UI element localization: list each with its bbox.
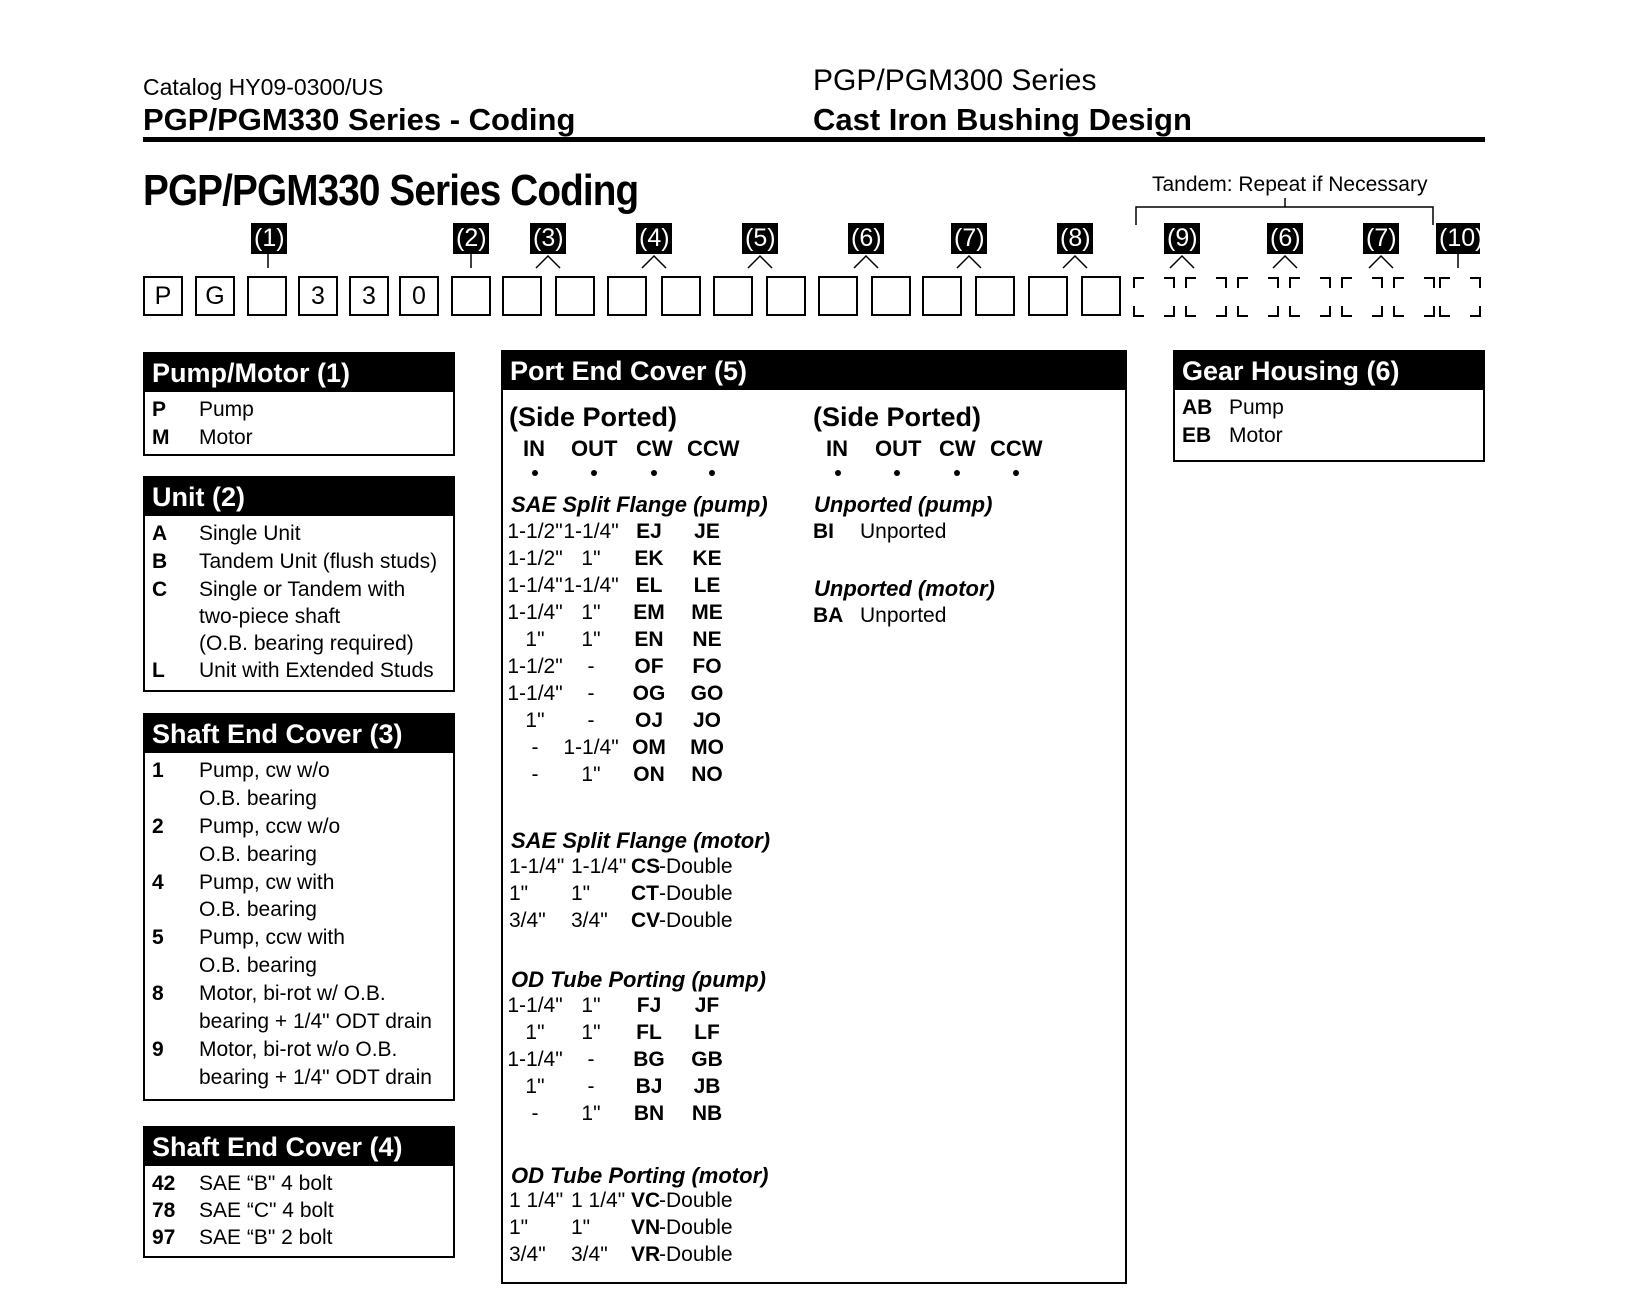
table-cell: 1-1/4" <box>571 855 627 878</box>
table-cell: 1" <box>571 1216 591 1239</box>
table-cell: KE <box>692 547 722 570</box>
table-cell: - <box>531 1102 539 1125</box>
panel-title: Unit (2) <box>145 478 453 516</box>
table-cell: BJ <box>635 1075 663 1098</box>
list-code: L <box>152 659 165 682</box>
table-cell: BG <box>633 1048 665 1071</box>
table-cell: VR <box>631 1243 661 1266</box>
list-code: 1 <box>152 759 164 782</box>
list-code: 97 <box>152 1226 176 1249</box>
catalog-number: Catalog HY09-0300/US <box>143 74 384 100</box>
table-cell: 3/4" <box>509 1243 546 1266</box>
list-desc: Pump, ccw with <box>199 926 345 949</box>
table-cell: 1" <box>509 1216 529 1239</box>
dashed-code-boxes <box>1134 278 1480 316</box>
table-cell: - <box>587 709 595 732</box>
code-box <box>713 276 753 316</box>
bullet <box>835 470 841 476</box>
table-cell: -Double <box>659 855 733 878</box>
table-cell: BN <box>633 1102 665 1125</box>
section-title: SAE Split Flange (pump) <box>511 492 768 517</box>
code-box <box>555 276 595 316</box>
table-cell: 1-1/4" <box>507 601 563 624</box>
code-box <box>247 276 287 316</box>
series-name: PGP/PGM300 Series <box>813 64 1097 97</box>
position-number: (9) <box>1164 223 1200 254</box>
list-desc: O.B. bearing <box>199 898 317 921</box>
table-cell: 1" <box>581 547 601 570</box>
list-desc: Single or Tandem with <box>199 578 406 601</box>
code-box <box>1081 276 1121 316</box>
side-ported-heading: (Side Ported) <box>509 402 678 432</box>
table-cell: -Double <box>659 1189 733 1212</box>
code-box <box>975 276 1015 316</box>
table-cell: GB <box>691 1048 723 1071</box>
table-cell: 1-1/4" <box>509 855 565 878</box>
table-cell: 1 1/4" <box>571 1189 626 1212</box>
header-left-title: PGP/PGM330 Series - Coding <box>143 102 576 137</box>
table-cell: FL <box>636 1021 662 1044</box>
bullet <box>954 470 960 476</box>
table-cell: FO <box>692 655 722 678</box>
unit-panel <box>143 476 455 692</box>
list-desc: Pump, cw w/o <box>199 759 330 782</box>
table-cell: 3/4" <box>571 909 608 932</box>
table-cell: - <box>587 682 595 705</box>
table-cell: 1-1/4" <box>563 574 619 597</box>
code-box <box>871 276 911 316</box>
list-desc: Pump, ccw w/o <box>199 815 341 838</box>
list-desc: SAE “B" 2 bolt <box>199 1226 333 1249</box>
column-header: OUT <box>875 436 922 461</box>
section-title: OD Tube Porting (pump) <box>511 967 767 992</box>
column-header: CW <box>939 436 976 461</box>
unported-desc: Unported <box>860 520 947 543</box>
section-title: Unported (motor) <box>814 576 995 601</box>
list-desc: Motor, bi-rot w/ O.B. <box>199 982 386 1005</box>
position-number: (7) <box>1363 223 1399 254</box>
table-cell: 1-1/4" <box>507 682 563 705</box>
list-desc: (O.B. bearing required) <box>199 632 414 655</box>
table-cell: 1-1/4" <box>507 574 563 597</box>
table-cell: LF <box>694 1021 720 1044</box>
table-cell: JE <box>694 520 720 543</box>
table-cell: 3/4" <box>571 1243 608 1266</box>
table-cell: 1" <box>525 628 545 651</box>
list-code: 5 <box>152 926 164 949</box>
position-number: (3) <box>530 223 566 254</box>
gear-housing-panel <box>1173 350 1485 462</box>
code-box: 0 <box>399 276 439 316</box>
table-cell: OG <box>632 682 666 705</box>
shaft-end-cover-4-panel <box>143 1126 455 1258</box>
list-desc: O.B. bearing <box>199 787 317 810</box>
table-cell: - <box>587 655 595 678</box>
panel-title: Gear Housing (6) <box>1175 352 1483 390</box>
list-desc: two-piece shaft <box>199 605 341 628</box>
code-box <box>1028 276 1068 316</box>
table-cell: JB <box>693 1075 721 1098</box>
list-desc: Pump <box>1229 396 1284 419</box>
bullet <box>591 470 597 476</box>
code-box <box>922 276 962 316</box>
list-desc: O.B. bearing <box>199 843 317 866</box>
position-number: (1) <box>251 223 287 254</box>
list-desc: Motor, bi-rot w/o O.B. <box>199 1038 398 1061</box>
table-cell: 1" <box>581 1102 601 1125</box>
bullet <box>894 470 900 476</box>
table-cell: NE <box>692 628 722 651</box>
list-code: 42 <box>152 1172 176 1195</box>
table-cell: GO <box>690 682 724 705</box>
table-cell: OM <box>632 736 666 759</box>
position-number: (7) <box>951 223 987 254</box>
table-cell: - <box>587 1048 595 1071</box>
position-number: (8) <box>1057 223 1093 254</box>
table-cell: MO <box>690 736 724 759</box>
panel-title: Pump/Motor (1) <box>145 354 453 392</box>
section-title: SAE Split Flange (motor) <box>511 828 771 853</box>
table-cell: - <box>531 736 539 759</box>
table-cell: EL <box>635 574 663 597</box>
table-cell: 3/4" <box>509 909 546 932</box>
column-header: CCW <box>687 436 740 461</box>
unported-code: BA <box>813 604 844 627</box>
list-code: B <box>152 550 168 573</box>
page-title: PGP/PGM330 Series Coding <box>143 166 639 215</box>
table-cell: 1-1/4" <box>563 520 619 543</box>
list-code: 78 <box>152 1199 176 1222</box>
table-cell: 1-1/2" <box>507 547 563 570</box>
table-cell: 1" <box>525 709 545 732</box>
column-header: IN <box>826 436 848 461</box>
table-cell: 1" <box>581 763 601 786</box>
panel-title: Port End Cover (5) <box>503 352 1125 390</box>
table-cell: CS <box>631 855 661 878</box>
bullet <box>709 470 715 476</box>
list-desc: SAE “B" 4 bolt <box>199 1172 333 1195</box>
table-cell: ON <box>633 763 665 786</box>
table-cell: -Double <box>659 909 733 932</box>
table-cell: -Double <box>659 882 733 905</box>
table-cell: NO <box>691 763 723 786</box>
table-cell: JO <box>692 709 722 732</box>
table-cell: 1" <box>525 1075 545 1098</box>
list-code: 8 <box>152 982 164 1005</box>
list-desc: Tandem Unit (flush studs) <box>199 550 438 573</box>
code-box: 3 <box>298 276 338 316</box>
list-desc: bearing + 1/4" ODT drain <box>199 1066 432 1089</box>
list-desc: bearing + 1/4" ODT drain <box>199 1010 432 1033</box>
code-box <box>766 276 806 316</box>
table-cell: 1-1/2" <box>507 655 563 678</box>
code-box: G <box>195 276 235 316</box>
table-cell: OF <box>634 655 664 678</box>
position-number: (10) <box>1436 223 1480 254</box>
position-number: (6) <box>1267 223 1303 254</box>
panel-title: Shaft End Cover (4) <box>145 1128 453 1166</box>
table-cell: 1" <box>571 882 591 905</box>
list-code: 4 <box>152 871 164 894</box>
unported-desc: Unported <box>860 604 947 627</box>
table-cell: 1 1/4" <box>509 1189 564 1212</box>
pump-motor-panel: Pump/Motor (1) P Pump M Motor <box>143 352 455 456</box>
list-code: C <box>152 578 168 601</box>
table-cell: 1" <box>581 994 601 1017</box>
table-cell: CV <box>631 909 661 932</box>
table-cell: 1" <box>525 1021 545 1044</box>
position-number: (6) <box>848 223 884 254</box>
code-box <box>607 276 647 316</box>
column-header: CW <box>636 436 673 461</box>
table-cell: EM <box>633 601 665 624</box>
panel-title: Shaft End Cover (3) <box>145 715 453 753</box>
list-code: A <box>152 522 168 545</box>
position-number: (4) <box>636 223 672 254</box>
table-cell: LE <box>693 574 721 597</box>
table-cell: OJ <box>634 709 664 732</box>
table-cell: 1" <box>509 882 529 905</box>
table-cell: EJ <box>636 520 662 543</box>
code-connectors <box>0 0 1627 330</box>
position-number: (5) <box>742 223 778 254</box>
list-code: AB <box>1182 396 1213 419</box>
code-box <box>451 276 491 316</box>
table-cell: VN <box>631 1216 661 1239</box>
code-box: P <box>143 276 183 316</box>
list-desc: Pump, cw with <box>199 871 335 894</box>
tandem-note: Tandem: Repeat if Necessary <box>1152 173 1428 196</box>
table-cell: 1" <box>581 1021 601 1044</box>
table-cell: -Double <box>659 1243 733 1266</box>
code-box <box>661 276 701 316</box>
table-cell: 1-1/2" <box>507 520 563 543</box>
table-cell: ME <box>691 601 723 624</box>
table-cell: 1-1/4" <box>563 736 619 759</box>
unported-code: BI <box>813 520 834 543</box>
bullet <box>1013 470 1019 476</box>
code-box: 3 <box>349 276 389 316</box>
code-box <box>502 276 542 316</box>
list-desc: Motor <box>1229 424 1283 447</box>
list-code: 9 <box>152 1038 164 1061</box>
table-cell: - <box>531 763 539 786</box>
table-cell: VC <box>631 1189 661 1212</box>
list-desc: O.B. bearing <box>199 954 317 977</box>
bullet <box>651 470 657 476</box>
list-desc: Unit with Extended Studs <box>199 659 434 682</box>
list-code: EB <box>1182 424 1212 447</box>
table-cell: JF <box>694 994 720 1017</box>
table-cell: 1" <box>581 601 601 624</box>
shaft-end-cover-3-panel <box>143 713 455 1101</box>
table-cell: 1" <box>581 628 601 651</box>
position-number: (2) <box>453 223 489 254</box>
list-desc: Single Unit <box>199 522 301 545</box>
section-title: OD Tube Porting (motor) <box>511 1163 769 1188</box>
port-end-cover-panel <box>501 350 1127 1284</box>
list-desc: SAE “C" 4 bolt <box>199 1199 334 1222</box>
table-cell: CT <box>631 882 659 905</box>
bullet <box>532 470 538 476</box>
column-header: OUT <box>571 436 618 461</box>
table-cell: NB <box>691 1102 723 1125</box>
code-box <box>818 276 858 316</box>
table-cell: - <box>587 1075 595 1098</box>
header-right-title: Cast Iron Bushing Design <box>813 102 1192 137</box>
list-code: 2 <box>152 815 164 838</box>
column-header: IN <box>523 436 545 461</box>
table-cell: 1-1/4" <box>507 1048 563 1071</box>
table-cell: EN <box>634 628 664 651</box>
table-cell: 1-1/4" <box>507 994 563 1017</box>
table-cell: -Double <box>659 1216 733 1239</box>
table-cell: EK <box>634 547 664 570</box>
table-cell: FJ <box>636 994 662 1017</box>
side-ported-heading: (Side Ported) <box>813 402 982 432</box>
column-header: CCW <box>990 436 1043 461</box>
section-title: Unported (pump) <box>814 492 993 517</box>
